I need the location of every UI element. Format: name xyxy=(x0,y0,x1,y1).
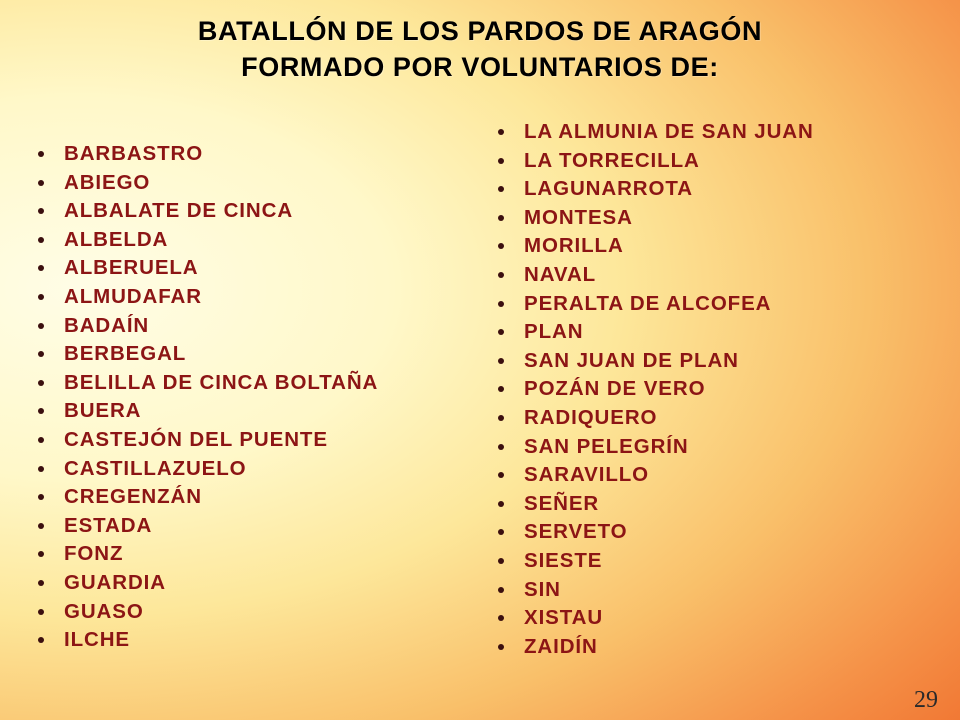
list-item-label: CREGENZÁN xyxy=(64,485,202,509)
list-item xyxy=(22,369,470,398)
list-item xyxy=(22,540,470,569)
bullet-icon xyxy=(38,151,44,157)
list-item xyxy=(482,290,960,319)
list-item xyxy=(22,169,470,198)
list-item-label: BARBASTRO xyxy=(64,142,204,165)
list-item xyxy=(22,254,470,283)
bullet-icon xyxy=(38,237,44,243)
bullet-icon xyxy=(38,380,44,386)
bullet-icon xyxy=(38,637,44,643)
bullet-icon xyxy=(498,301,504,307)
list-item xyxy=(22,340,470,369)
title-line-1: BATALLÓN DE LOS PARDOS DE ARAGÓN xyxy=(197,16,763,46)
list-item-label: ESTADA xyxy=(64,513,153,537)
list-item xyxy=(482,375,960,404)
content-columns xyxy=(0,118,960,680)
list-item-label: GUARDIA xyxy=(64,570,166,594)
left-column-list xyxy=(22,140,470,655)
list-item-label: SIESTE xyxy=(524,548,603,572)
list-item-label: MONTESA xyxy=(524,205,633,229)
list-item xyxy=(22,426,470,455)
list-item xyxy=(482,232,960,261)
bullet-icon xyxy=(498,644,504,650)
list-item-label: SEÑER xyxy=(524,491,600,515)
right-column-list xyxy=(482,118,960,661)
bullet-icon xyxy=(38,437,44,443)
list-item-label: LA TORRECILLA xyxy=(524,148,700,172)
list-item-label: POZÁN DE VERO xyxy=(524,377,706,401)
list-item-label: ALBALATE DE CINCA xyxy=(64,199,294,223)
list-item-label: BELILLA DE CINCA BOLTAÑA xyxy=(64,370,379,394)
list-item xyxy=(482,147,960,176)
bullet-icon xyxy=(498,386,504,392)
bullet-icon xyxy=(498,558,504,564)
list-item-label: ALMUDAFAR xyxy=(64,284,202,308)
list-item xyxy=(22,283,470,312)
list-item xyxy=(22,569,470,598)
list-item-label: BADAÍN xyxy=(64,313,150,337)
bullet-icon xyxy=(498,272,504,278)
list-item-label: BUERA xyxy=(64,399,142,423)
list-item-label: SAN PELEGRÍN xyxy=(524,434,689,458)
bullet-icon xyxy=(498,243,504,249)
list-item-label: XISTAU xyxy=(524,606,604,630)
bullet-icon xyxy=(38,294,44,300)
list-item xyxy=(22,626,470,655)
list-item xyxy=(22,140,470,169)
bullet-icon xyxy=(38,609,44,615)
list-item xyxy=(22,397,470,426)
bullet-icon xyxy=(498,587,504,593)
list-item-label: NAVAL xyxy=(524,262,597,286)
bullet-icon xyxy=(38,523,44,529)
list-item-label: CASTILLAZUELO xyxy=(64,456,247,480)
list-item xyxy=(482,347,960,376)
list-item xyxy=(482,604,960,633)
list-item xyxy=(482,118,960,147)
slide-title xyxy=(0,14,960,85)
list-item-label: SARAVILLO xyxy=(524,463,650,487)
right-column xyxy=(470,118,960,680)
bullet-icon xyxy=(498,186,504,192)
bullet-icon xyxy=(498,215,504,221)
bullet-icon xyxy=(498,129,504,135)
list-item xyxy=(482,261,960,290)
bullet-icon xyxy=(498,501,504,507)
list-item xyxy=(482,204,960,233)
list-item xyxy=(482,175,960,204)
bullet-icon xyxy=(498,158,504,164)
list-item xyxy=(482,633,960,662)
list-item-label: ALBERUELA xyxy=(64,256,199,280)
bullet-icon xyxy=(38,580,44,586)
bullet-icon xyxy=(38,494,44,500)
list-item xyxy=(22,197,470,226)
list-item xyxy=(22,312,470,341)
bullet-icon xyxy=(498,472,504,478)
list-item-label: RADIQUERO xyxy=(524,405,658,429)
bullet-icon xyxy=(38,180,44,186)
bullet-icon xyxy=(498,615,504,621)
bullet-icon xyxy=(38,551,44,557)
bullet-icon xyxy=(498,358,504,364)
bullet-icon xyxy=(498,444,504,450)
bullet-icon xyxy=(38,323,44,329)
bullet-icon xyxy=(498,329,504,335)
list-item-label: LAGUNARROTA xyxy=(524,177,693,201)
list-item xyxy=(482,318,960,347)
list-item xyxy=(22,598,470,627)
bullet-icon xyxy=(38,408,44,414)
list-item-label: CASTEJÓN DEL PUENTE xyxy=(64,427,328,451)
list-item-label: LA ALMUNIA DE SAN JUAN xyxy=(524,120,814,143)
list-item xyxy=(482,490,960,519)
bullet-icon xyxy=(498,529,504,535)
list-item-label: ALBELDA xyxy=(64,227,169,251)
bullet-icon xyxy=(38,351,44,357)
list-item xyxy=(482,461,960,490)
list-item-label: SAN JUAN DE PLAN xyxy=(524,348,739,372)
list-item-label: PERALTA DE ALCOFEA xyxy=(524,291,772,315)
list-item-label: ZAIDÍN xyxy=(524,634,598,658)
bullet-icon xyxy=(38,466,44,472)
list-item xyxy=(482,433,960,462)
bullet-icon xyxy=(38,265,44,271)
list-item-label: PLAN xyxy=(524,320,584,344)
list-item xyxy=(482,576,960,605)
page-number: 29 xyxy=(914,687,938,713)
list-item xyxy=(482,404,960,433)
list-item-label: BERBEGAL xyxy=(64,342,187,366)
left-column xyxy=(0,118,470,680)
title-line-2: FORMADO POR VOLUNTARIOS DE: xyxy=(241,51,719,82)
list-item-label: ABIEGO xyxy=(64,170,151,194)
list-item xyxy=(22,455,470,484)
list-item xyxy=(22,483,470,512)
list-item xyxy=(22,226,470,255)
list-item-label: SIN xyxy=(524,577,561,601)
bullet-icon xyxy=(38,208,44,214)
list-item-label: GUASO xyxy=(64,599,144,623)
list-item-label: ILCHE xyxy=(64,628,130,652)
list-item xyxy=(482,547,960,576)
list-item-label: MORILLA xyxy=(524,234,624,258)
list-item xyxy=(482,518,960,547)
list-item-label: SERVETO xyxy=(524,520,628,544)
list-item-label: FONZ xyxy=(64,542,124,566)
list-item xyxy=(22,512,470,541)
bullet-icon xyxy=(498,415,504,421)
